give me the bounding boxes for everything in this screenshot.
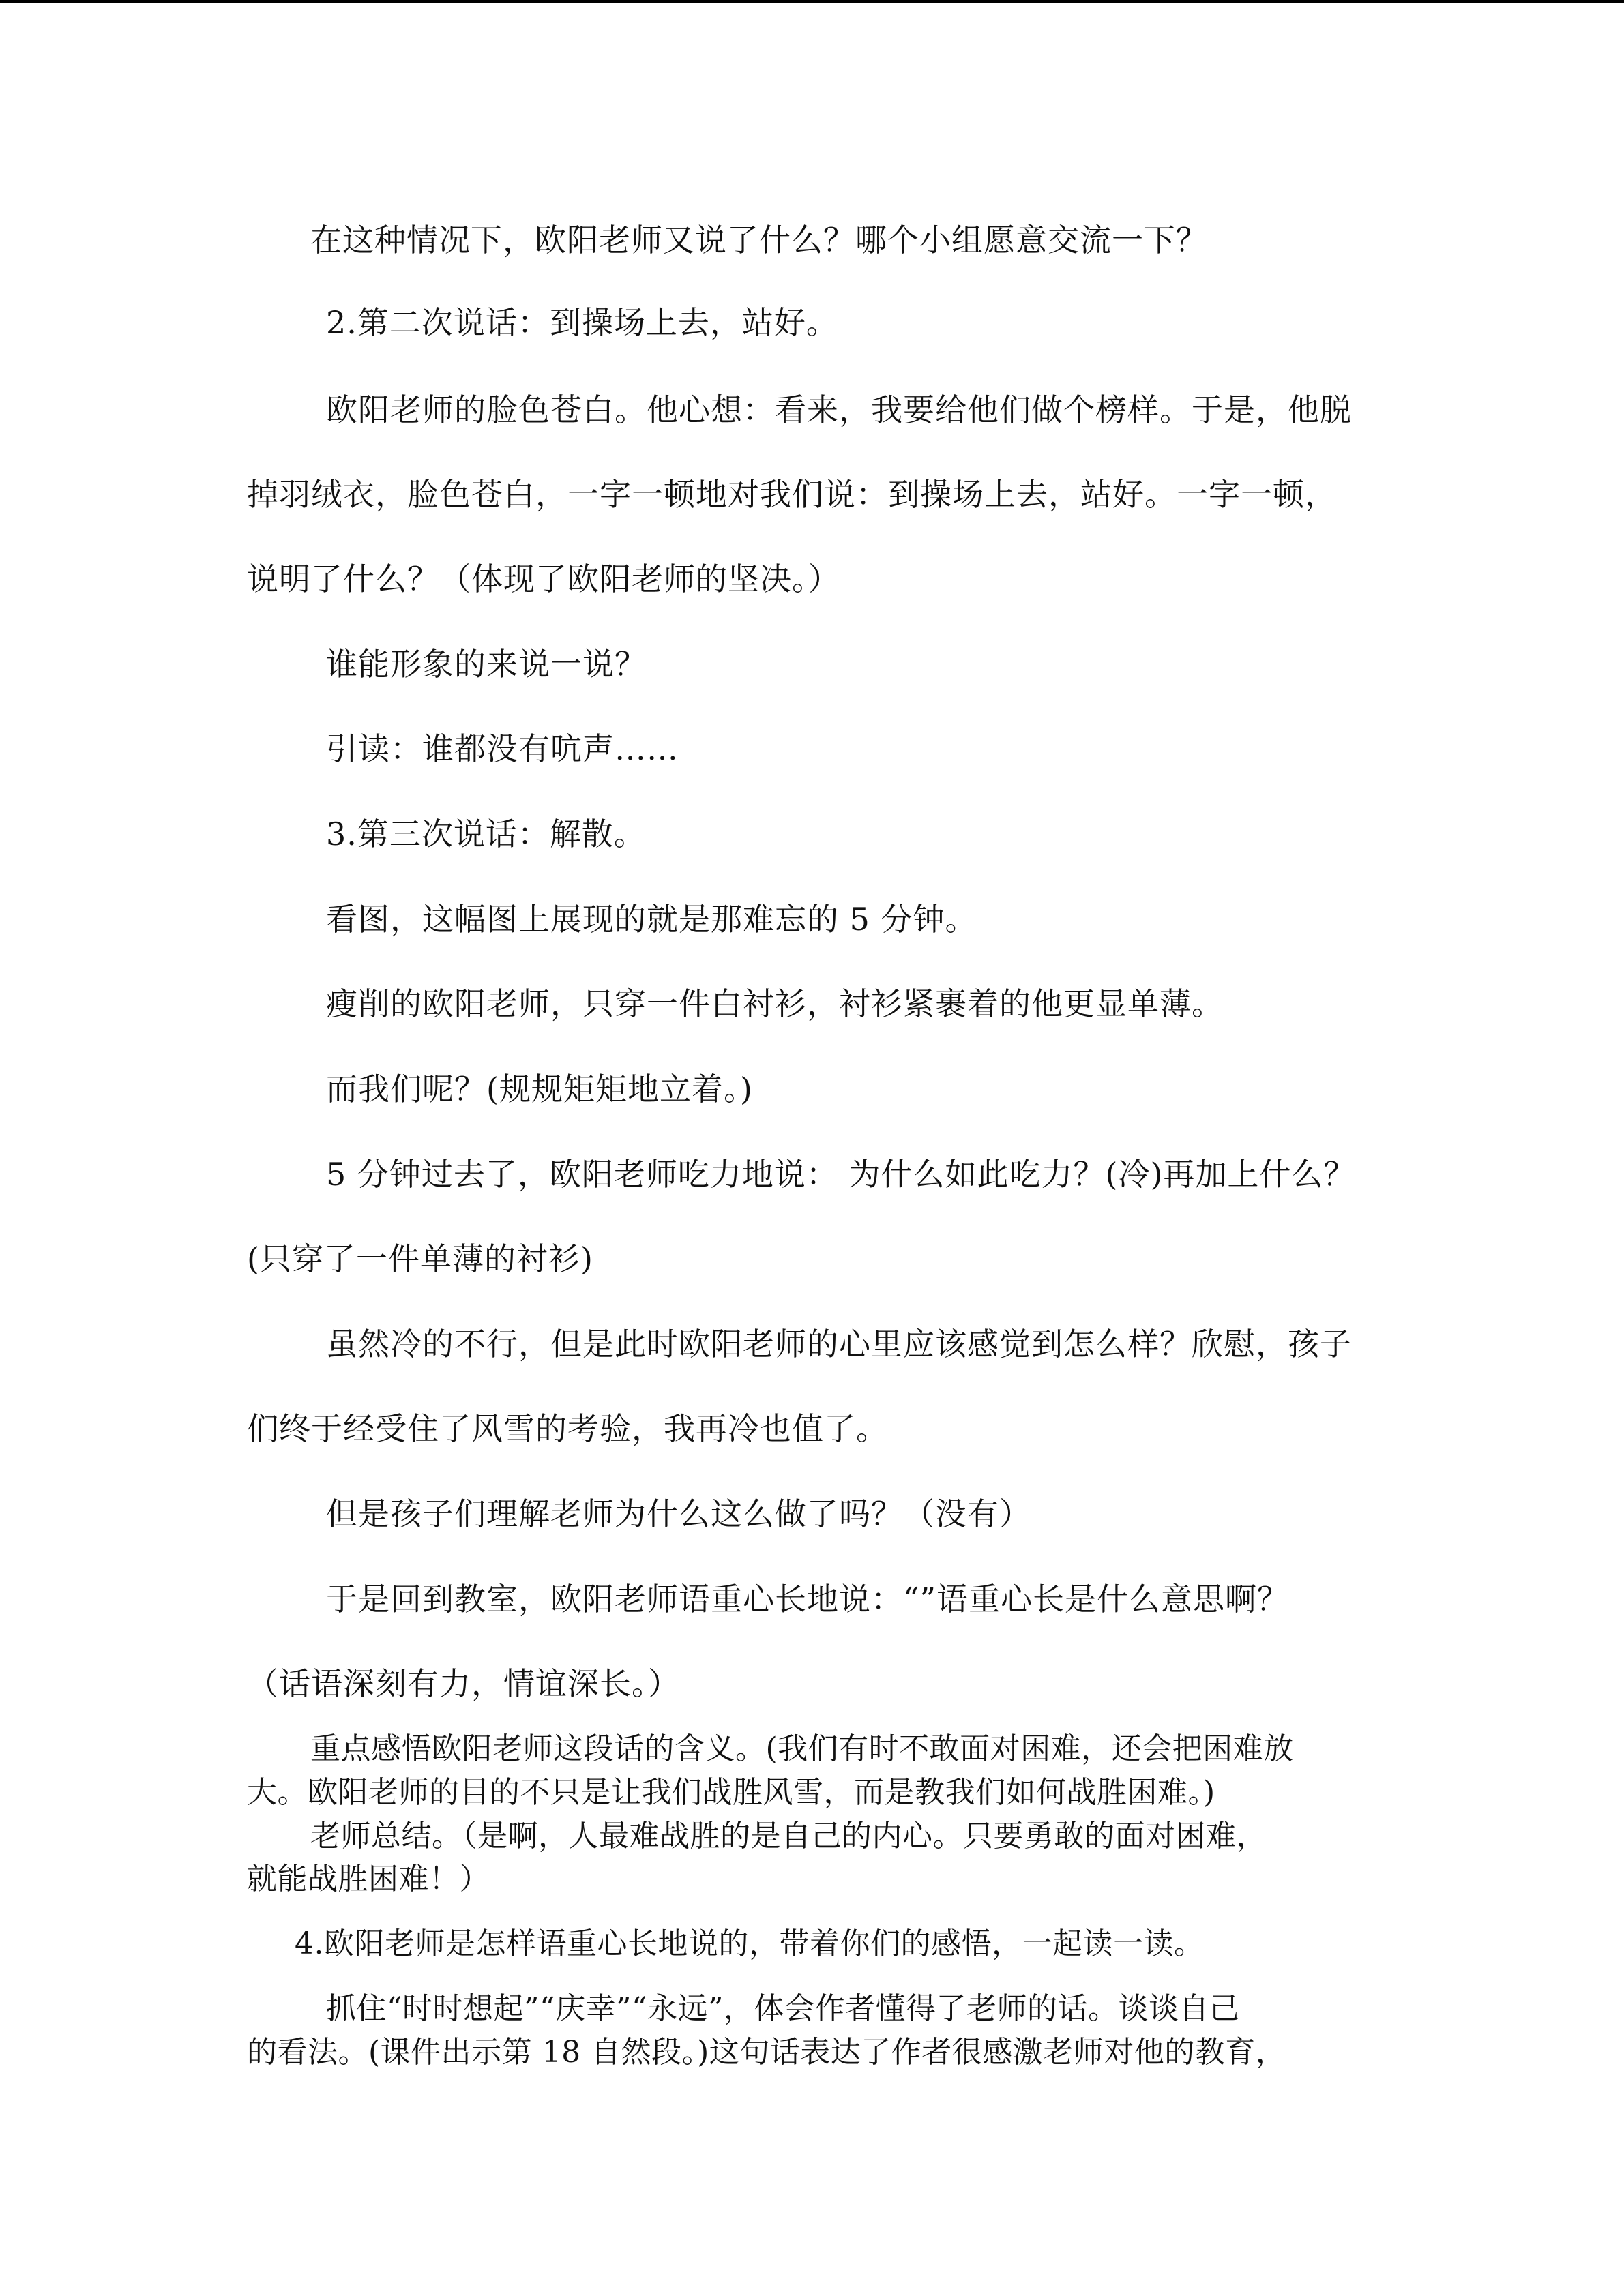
paragraph-line: 们终于经受住了风雪的考验，我再冷也值了。 (247, 1410, 888, 1447)
paragraph-line: 就能战胜困难！） (247, 1862, 490, 1896)
paragraph-line: 掉羽绒衣，脸色苍白，一字一顿地对我们说：到操场上去，站好。一字一顿， (247, 476, 1337, 513)
paragraph-line: 3.第三次说话：解散。 (326, 816, 646, 852)
paragraph-line: 欧阳老师的脸色苍白。他心想：看来，我要给他们做个榜样。于是，他脱 (326, 391, 1352, 428)
paragraph-line: 大。欧阳老师的目的不只是让我们战胜风雪，而是教我们如何战胜困难。) (247, 1775, 1215, 1810)
paragraph-line: 谁能形象的来说一说？ (326, 646, 647, 683)
page-top-border (0, 0, 1624, 3)
paragraph-line: 瘦削的欧阳老师，只穿一件白衬衫，衬衫紧裹着的他更显单薄。 (326, 985, 1224, 1022)
paragraph-line: 但是孩子们理解老师为什么这么做了吗？（没有） (326, 1495, 1031, 1532)
paragraph-line: 4.欧阳老师是怎样语重心长地说的，带着你们的感悟，一起读一读。 (295, 1926, 1205, 1961)
paragraph-line: 在这种情况下，欧阳老师又说了什么？哪个小组愿意交流一下？ (310, 222, 1208, 258)
paragraph-line: 5 分钟过去了，欧阳老师吃力地说： 为什么如此吃力？(冷)再加上什么？ (326, 1156, 1356, 1193)
paragraph-line: 看图，这幅图上展现的就是那难忘的 5 分钟。 (326, 901, 977, 938)
paragraph-line: 于是回到教室，欧阳老师语重心长地说：“”语重心长是什么意思啊？ (326, 1581, 1290, 1617)
paragraph-line: 而我们呢？(规规矩矩地立着。) (326, 1071, 753, 1107)
paragraph-line: 说明了什么？（体现了欧阳老师的坚决。） (247, 561, 840, 597)
paragraph-line: (只穿了一件单薄的衬衫) (247, 1240, 593, 1277)
paragraph-line: 虽然冷的不行，但是此时欧阳老师的心里应该感觉到怎么样？欣慰，孩子 (326, 1326, 1352, 1362)
paragraph-line: 的看法。(课件出示第 18 自然段。)这句话表达了作者很感激老师对他的教育， (247, 2035, 1286, 2070)
paragraph-line: 引读：谁都没有吭声…… (326, 730, 679, 767)
paragraph-line: 抓住“时时想起”“庆幸”“永远”，体会作者懂得了老师的话。谈谈自己 (326, 1991, 1240, 2026)
paragraph-line: 重点感悟欧阳老师这段话的含义。(我们有时不敢面对困难，还会把困难放 (310, 1731, 1294, 1766)
paragraph-line: 2.第二次说话：到操场上去，站好。 (326, 304, 838, 341)
paragraph-line: 老师总结。（是啊，人最难战胜的是自己的内心。只要勇敢的面对困难， (310, 1819, 1267, 1853)
paragraph-line: （话语深刻有力，情谊深长。） (247, 1665, 680, 1702)
